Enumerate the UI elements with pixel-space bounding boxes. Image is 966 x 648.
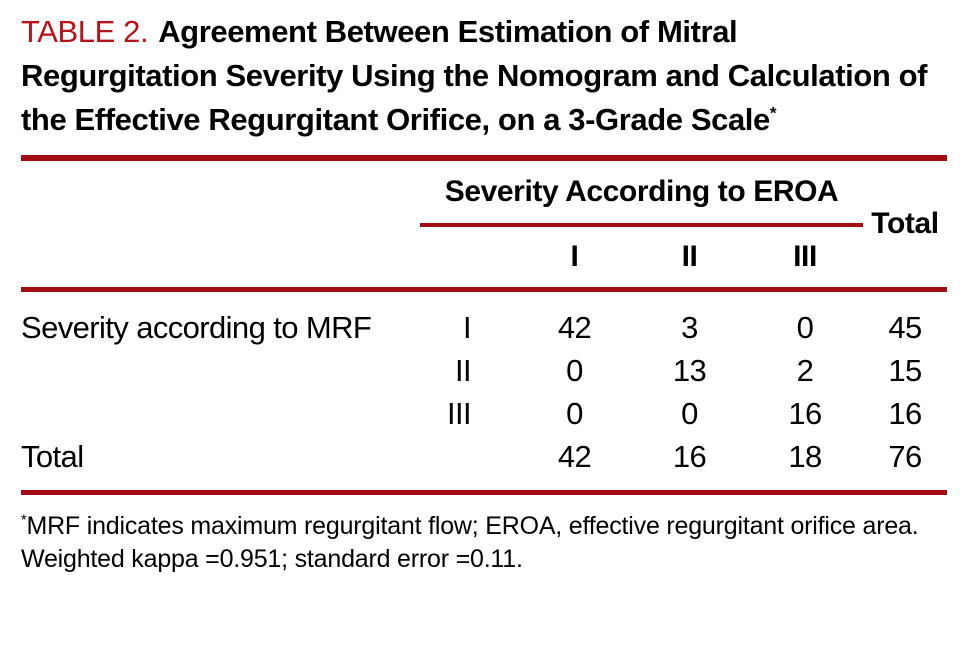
value-cell: 0 [566, 395, 583, 431]
table-footnote [21, 510, 947, 576]
grade-cell: III [446, 395, 471, 431]
footnote-text: MRF indicates maximum regurgitant flow; EROA, effective regurgitant orifice area. Weighted kappa =0.951; standard error =0.11. [21, 511, 919, 573]
table-row-mrf-3 [21, 392, 947, 435]
row-total-cell: 45 [888, 309, 922, 345]
table-title [21, 10, 933, 142]
header-spacer [21, 161, 420, 225]
row-total-cell: 15 [888, 352, 922, 388]
value-cell: 16 [788, 395, 822, 431]
column-header-grade-2: II [632, 225, 747, 289]
column-header-grade-3: III [747, 225, 863, 289]
value-cell: 2 [796, 352, 814, 388]
grade-cell: II [454, 352, 471, 388]
footnote-marker: * [21, 512, 27, 529]
grade-cell [420, 435, 517, 493]
table-number-label: TABLE 2. [21, 14, 149, 49]
row-label-mrf: Severity according to MRF [21, 309, 372, 345]
table-row-mrf-1 [21, 289, 947, 349]
agreement-table [21, 161, 947, 495]
value-cell: 42 [557, 309, 592, 345]
table-row-total [21, 435, 947, 493]
group-header-eroa: Severity According to EROA [420, 161, 863, 225]
grand-total-cell: 76 [863, 435, 947, 493]
value-cell: 0 [796, 309, 814, 345]
value-cell: 13 [672, 352, 707, 388]
value-cell: 3 [681, 309, 698, 345]
value-cell: 0 [681, 395, 698, 431]
row-label-empty [21, 392, 420, 435]
grade-cell: I [462, 309, 471, 345]
header-spacer [21, 225, 420, 289]
column-total-cell: 42 [517, 435, 632, 493]
row-label-empty [21, 349, 420, 392]
header-row-group [21, 161, 947, 225]
table-row-mrf-2 [21, 349, 947, 392]
header-row-grades [21, 225, 947, 289]
column-header-total: Total [863, 161, 947, 289]
row-total-cell: 16 [888, 395, 922, 431]
column-total-cell: 18 [747, 435, 863, 493]
value-cell: 0 [566, 352, 583, 388]
title-footnote-marker: * [769, 103, 777, 123]
table-title-text: Agreement Between Estimation of Mitral Regurgitation Severity Using the Nomogram and Calculation of the Effective Regurgitant Orifice, on a 3-Grade Scale [21, 14, 928, 137]
column-header-grade-1: I [517, 225, 632, 289]
row-label-total: Total [21, 435, 420, 493]
header-spacer [420, 225, 517, 289]
column-total-cell: 16 [632, 435, 747, 493]
